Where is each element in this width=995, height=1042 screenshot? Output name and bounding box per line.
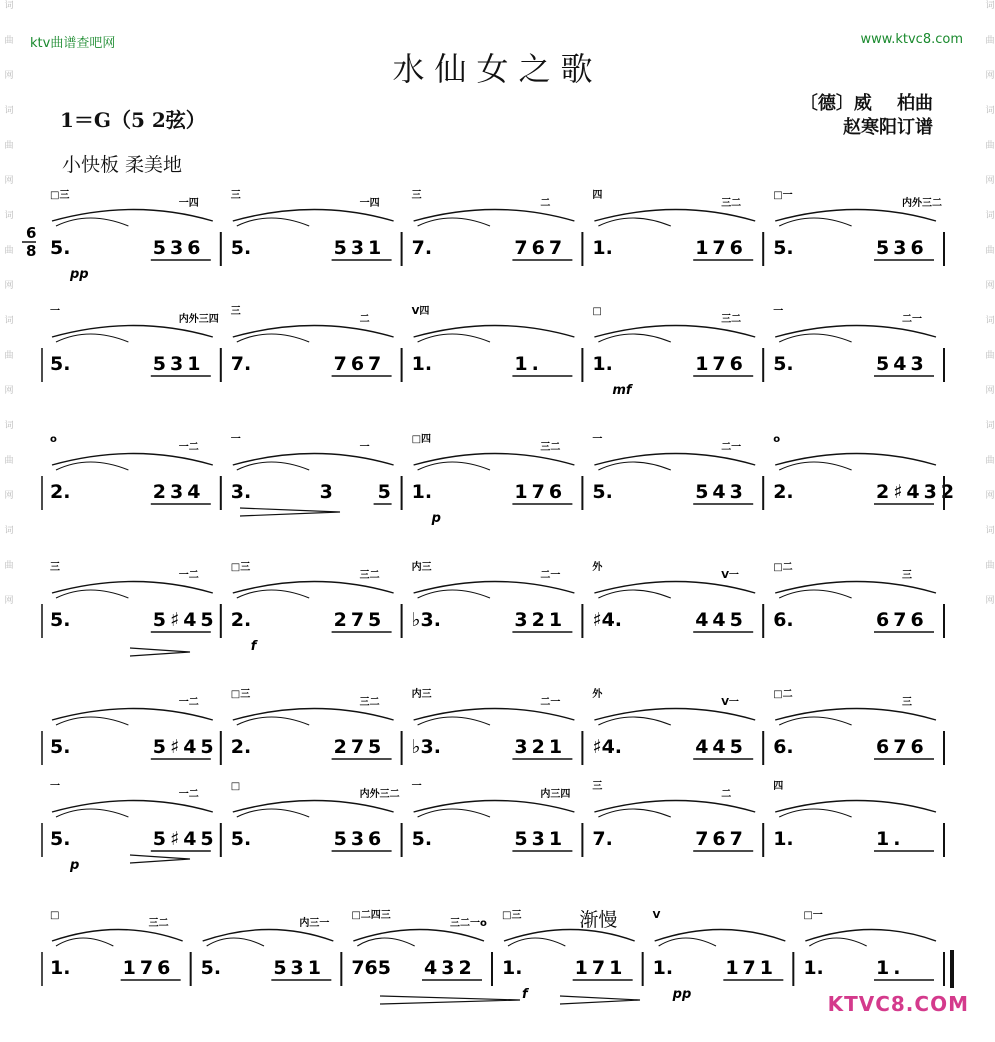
note-group: 176 (514, 481, 567, 503)
note-group: 5♯45 (152, 736, 218, 758)
note-group: 7. (411, 237, 433, 259)
note-group: 3. (230, 481, 252, 503)
note-group: 1. (592, 237, 613, 259)
slur-inner (598, 717, 670, 725)
fingering-mark: 一 (592, 434, 603, 445)
slur-inner (598, 462, 670, 470)
fingering-mark: □一 (803, 910, 823, 921)
note-group: 765 (351, 957, 392, 979)
note-group: 676 (876, 609, 928, 631)
note-group: 5. (592, 481, 613, 503)
hairpin (380, 996, 520, 1004)
fingering-mark: □一 (773, 190, 793, 201)
note-group: 176 (695, 237, 747, 259)
slur-inner (418, 590, 490, 598)
slur-inner (418, 218, 490, 226)
note-group: 543 (876, 353, 928, 375)
note-group: 5♯45 (152, 828, 218, 850)
fingering-mark: V (652, 910, 661, 921)
hairpin (240, 508, 340, 516)
slur-inner (418, 334, 490, 342)
fingering-mark: 二 (721, 789, 732, 800)
hairpin (130, 648, 190, 656)
slur-inner (56, 938, 113, 946)
note-group: 6. (773, 609, 794, 631)
fingering-mark: 内外三四 (178, 314, 219, 325)
fingering-mark: □ (50, 910, 60, 921)
arranger-credit: 赵寒阳订谱 (843, 117, 933, 138)
ktv-logo: KTVC8.COM (827, 992, 969, 1016)
slur-inner (779, 590, 851, 598)
note-group: ♭3. (411, 609, 442, 631)
note-group: 2. (230, 609, 252, 631)
note-group: 5. (50, 736, 71, 758)
note-group: ♯4. (592, 609, 623, 631)
fingering-mark: 三 (902, 697, 912, 708)
note-group: 1. (592, 353, 613, 375)
fingering-mark: 一 (50, 781, 60, 792)
slur-inner (56, 590, 128, 598)
fingering-mark: 一 (411, 781, 422, 792)
note-group: 5♯45 (152, 609, 218, 631)
slur-inner (779, 809, 851, 817)
tempo-change: 渐慢 (579, 909, 618, 931)
note-group: 676 (876, 736, 928, 758)
fingering-mark: 三二 (359, 570, 380, 581)
tempo-marking: 小快板 柔美地 (62, 154, 183, 176)
fingering-mark: o (773, 434, 781, 445)
fingering-mark: 三二 (721, 314, 742, 325)
fingering-mark: 三 (411, 190, 422, 201)
dynamic-mark: pp (70, 267, 89, 282)
fingering-mark: 二 (540, 198, 551, 209)
note-group: 176 (122, 957, 175, 979)
note-group: 1. (773, 828, 794, 850)
fingering-mark: 三二 (359, 697, 380, 708)
slur-inner (357, 938, 414, 946)
watermark-right: www.ktvc8.com (860, 32, 963, 47)
slur-inner (809, 938, 866, 946)
fingering-mark: 一 (50, 306, 60, 317)
note-group: ♭3. (411, 736, 442, 758)
fingering-mark: 二一 (902, 314, 922, 325)
slur-inner (56, 809, 128, 817)
note-group: 1. (50, 957, 71, 979)
dynamic-mark: pp (672, 987, 692, 1002)
dynamic-mark: f (522, 987, 528, 1002)
slur-inner (237, 590, 309, 598)
fingering-mark: 三 (50, 562, 60, 573)
fingering-mark: 内外三二 (359, 789, 400, 800)
slur-inner (237, 334, 309, 342)
note-group: 2♯432 (876, 481, 959, 503)
slur-inner (56, 717, 128, 725)
fingering-mark: 四 (592, 190, 603, 201)
fingering-mark: 四 (773, 781, 784, 792)
fingering-mark: 三二 (721, 198, 742, 209)
song-title: 水仙女之歌 (392, 50, 603, 88)
note-group: 6. (773, 736, 794, 758)
note-group: 5. (200, 957, 222, 979)
note-group: 7. (592, 828, 613, 850)
note-group: 531 (514, 828, 567, 850)
note-group: 5. (773, 353, 794, 375)
note-group: 234 (152, 481, 205, 503)
note-group: 321 (514, 736, 567, 758)
slur-inner (598, 590, 670, 598)
note-group: 5. (773, 237, 794, 259)
slur-inner (418, 809, 490, 817)
note-group: 445 (695, 609, 747, 631)
fingering-mark: □ (592, 306, 602, 317)
fingering-mark: 一 (359, 442, 370, 453)
watermark-left: ktv曲谱查吧网 (30, 36, 116, 51)
slur-inner (237, 218, 309, 226)
note-group: 2. (230, 736, 252, 758)
fingering-mark: V一 (721, 570, 739, 581)
fingering-mark: 一四 (359, 198, 380, 209)
dynamic-mark: p (431, 511, 441, 526)
fingering-mark: 二一 (540, 697, 561, 708)
fingering-mark: □二 (773, 562, 793, 573)
slur-inner (237, 809, 309, 817)
slur-inner (418, 717, 490, 725)
note-group: 767 (333, 353, 386, 375)
note-group: 5. (50, 828, 71, 850)
slur-inner (237, 462, 309, 470)
hairpin (130, 855, 190, 863)
note-group: 1. (876, 828, 905, 850)
fingering-mark: 三 (230, 306, 241, 317)
note-group: 1. (803, 957, 824, 979)
note-group: 321 (514, 609, 567, 631)
slur-inner (598, 218, 670, 226)
fingering-mark: 一二 (178, 789, 199, 800)
note-group: 536 (333, 828, 386, 850)
fingering-mark: 一二 (178, 442, 199, 453)
fingering-mark: 二一 (721, 442, 742, 453)
note-group: 1. (514, 353, 543, 375)
slur-inner (779, 218, 851, 226)
slur-inner (598, 334, 670, 342)
note-group: 2. (773, 481, 794, 503)
dynamic-mark: mf (612, 383, 632, 398)
note-group: ♯4. (592, 736, 623, 758)
fingering-mark: 外 (592, 562, 603, 573)
fingering-mark: 内三 (411, 562, 432, 573)
note-group: 531 (333, 237, 386, 259)
fingering-mark: 三二 (540, 442, 561, 453)
fingering-mark: 一 (773, 306, 784, 317)
note-group: 5. (50, 609, 71, 631)
fingering-mark: V一 (721, 697, 739, 708)
key-signature: 1＝G（5 2弦） (60, 108, 206, 132)
note-group: 171 (725, 957, 778, 979)
fingering-mark: 三 (902, 570, 912, 581)
fingering-mark: 一二 (178, 570, 199, 581)
fingering-mark: 内三四 (540, 789, 571, 800)
right-watermark-strip: 词 曲 网 词 曲 网 词 曲 网 词 曲 网 词 曲 网 词 曲 网 (983, 0, 994, 604)
note-group: 1. (876, 957, 905, 979)
dynamic-mark: f (250, 639, 257, 654)
note-group: 531 (273, 957, 326, 979)
note-group: 275 (333, 609, 386, 631)
fingering-mark: 内三 (411, 689, 432, 700)
dynamic-mark: p (70, 858, 80, 873)
fingering-mark: 一二 (178, 697, 199, 708)
note-group: 5. (50, 237, 71, 259)
fingering-mark: 三 (592, 781, 603, 792)
fingering-mark: 三二一o (450, 918, 487, 929)
time-sig-top: 6 (26, 224, 37, 242)
fingering-mark: o (50, 434, 57, 445)
hairpin (560, 996, 640, 1004)
fingering-mark: 二一 (540, 570, 561, 581)
fingering-mark: □三 (50, 190, 70, 201)
slur-inner (598, 809, 670, 817)
note-group: 171 (574, 957, 627, 979)
note-group: 5. (50, 353, 71, 375)
slur-inner (56, 218, 128, 226)
note-group: 5 (377, 481, 391, 503)
slur-inner (779, 334, 851, 342)
fingering-mark: □四 (411, 434, 432, 445)
note-group: 1. (411, 481, 433, 503)
note-group: 176 (695, 353, 747, 375)
fingering-mark: □ (230, 781, 241, 792)
fingering-mark: □二 (773, 689, 793, 700)
note-group: 536 (152, 237, 205, 259)
note-group: 1. (652, 957, 674, 979)
note-group: 2. (50, 481, 71, 503)
slur-inner (779, 717, 851, 725)
note-group: 275 (333, 736, 386, 758)
note-group: 5. (230, 237, 252, 259)
note-group: 531 (152, 353, 205, 375)
note-group: 7. (230, 353, 252, 375)
fingering-mark: 一 (230, 434, 241, 445)
note-group: 536 (876, 237, 928, 259)
note-group: 432 (424, 957, 476, 979)
fingering-mark: 三 (230, 190, 241, 201)
fingering-mark: □三 (230, 689, 251, 700)
fingering-mark: □三 (230, 562, 251, 573)
slur-inner (207, 938, 264, 946)
note-group: 767 (695, 828, 747, 850)
note-group: 445 (695, 736, 747, 758)
note-group: 3 (319, 481, 333, 503)
note-group: 767 (514, 237, 567, 259)
fingering-mark: 内三一 (299, 918, 330, 929)
left-watermark-strip: 词 曲 网 词 曲 网 词 曲 网 词 曲 网 词 曲 网 词 曲 网 (2, 0, 13, 604)
note-group: 1. (502, 957, 523, 979)
composer-credit: 〔德〕威 柏曲 (799, 93, 933, 114)
slur-inner (659, 938, 716, 946)
note-group: 1. (411, 353, 433, 375)
time-sig-bottom: 8 (26, 242, 37, 260)
fingering-mark: 外 (592, 689, 603, 700)
fingering-mark: 二 (359, 314, 370, 325)
fingering-mark: □三 (502, 910, 522, 921)
note-group: 543 (695, 481, 747, 503)
note-group: 5. (411, 828, 433, 850)
fingering-mark: 一四 (178, 198, 199, 209)
fingering-mark: 内外三二 (902, 198, 942, 209)
note-group: 5. (230, 828, 252, 850)
fingering-mark: 三二 (148, 918, 169, 929)
slur-inner (237, 717, 309, 725)
slur-inner (418, 462, 490, 470)
slur-inner (56, 462, 128, 470)
fingering-mark: □二四三 (351, 910, 391, 921)
slur-inner (508, 938, 565, 946)
fingering-mark: V四 (411, 306, 430, 317)
slur-inner (779, 462, 851, 470)
slur-inner (56, 334, 128, 342)
